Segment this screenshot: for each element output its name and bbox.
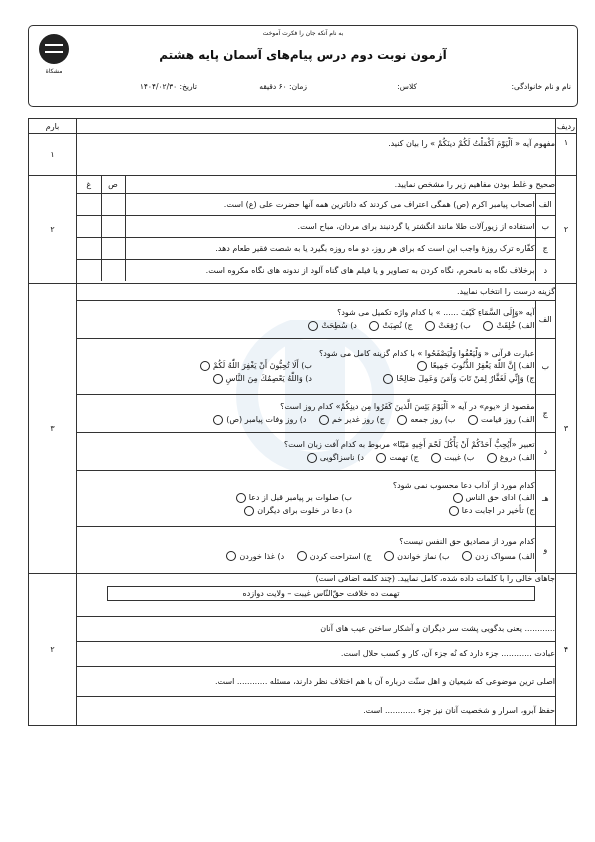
radio-icon bbox=[453, 493, 463, 503]
q3-item bbox=[77, 526, 535, 572]
answer-option[interactable]: الف) روز قیامت bbox=[468, 415, 535, 425]
radio-icon bbox=[431, 453, 441, 463]
q2-item-label: د bbox=[535, 259, 555, 281]
q3-question: آیه «وَإِلَى السَّمَاءِ كَيْفَ ...... » با کدام واژه تکمیل می شود؟ bbox=[337, 307, 535, 317]
true-column-label: ص bbox=[101, 176, 125, 193]
answer-option[interactable]: الف) ادای حق الناس bbox=[365, 493, 535, 503]
class-field-label: کلاس: bbox=[397, 82, 417, 91]
radio-icon bbox=[213, 374, 223, 384]
q3-item-label: و bbox=[535, 526, 555, 572]
q3-instruction: گزینه درست را انتخاب نمایید. bbox=[77, 284, 555, 300]
logo-emblem-icon bbox=[39, 34, 69, 64]
q4-score: ۲ bbox=[29, 574, 77, 726]
q3-item-label: د bbox=[535, 432, 555, 470]
radio-icon bbox=[425, 321, 435, 331]
q3-question: تعبیر «أَيُحِبُّ أَحَدُكُمْ أَنْ يَأْكُلَ لَحْمَ أَخِيهِ مَيْتًا» مربوط به کدام آفت زبان است؟ bbox=[283, 439, 535, 449]
radio-icon bbox=[487, 453, 497, 463]
q2-score: ۲ bbox=[29, 176, 77, 284]
true-checkbox[interactable] bbox=[101, 215, 125, 237]
answer-option[interactable]: ب) روز جمعه bbox=[397, 415, 455, 425]
q2-item-label: ب bbox=[535, 215, 555, 237]
q3-number: ۳ bbox=[556, 284, 577, 574]
fill-blank-item[interactable]: اصلی ترین موضوعی که شیعیان و اهل سنّت درباره آن با هم اختلاف نظر دارند، مسئله ............ است. bbox=[77, 666, 555, 696]
q2-item-text: کفّاره ترک روزۀ واجب این است که برای هر روز، دو ماه روزه بگیرد یا به شصت فقیر طعام دهد. bbox=[125, 237, 535, 259]
q3-item bbox=[77, 394, 535, 432]
answer-option[interactable]: د) ناسزاگویی bbox=[307, 453, 364, 463]
q2-instruction: صحیح و غلط بودن مفاهیم زیر را مشخص نمایید. bbox=[125, 176, 555, 193]
answer-option[interactable]: الف) مسواک زدن bbox=[462, 551, 534, 561]
answer-option[interactable]: ج) تأخیر در اجابت دعا bbox=[365, 506, 535, 516]
q3-question: عبارت قرآنی « وَلْيَعْفُوا وَلْيَصْفَحُوا » با کدام گزینه کامل می شود؟ bbox=[318, 348, 535, 358]
true-checkbox[interactable] bbox=[101, 237, 125, 259]
q3-score: ۳ bbox=[29, 284, 77, 574]
answer-option[interactable]: ج) استراحت کردن bbox=[297, 551, 372, 561]
true-checkbox[interactable] bbox=[101, 259, 125, 281]
radio-icon bbox=[308, 321, 318, 331]
exam-header bbox=[28, 25, 578, 107]
q2-item-text: برخلاف نگاه به نامحرم، نگاه کردن به تصاویر و یا فیلم های گناه آلود از ندونه های نگاه مکروه است. bbox=[205, 265, 535, 275]
word-bank: تهمت ده خلافت حقّ‌النّاس غیبت – ولایت دوازده bbox=[107, 586, 535, 601]
q3-item bbox=[77, 300, 535, 338]
answer-option[interactable]: ب) صلوات بر پیامبر قبل از دعا bbox=[236, 493, 352, 503]
school-logo bbox=[37, 34, 71, 86]
q3-item-label: ج bbox=[535, 394, 555, 432]
answer-option[interactable]: ب) أَلَا تُحِبُّونَ أَنْ يَغْفِرَ اللّٰهُ لَكُمْ bbox=[200, 361, 312, 371]
radio-icon bbox=[213, 415, 223, 425]
answer-option[interactable]: د) دعا در خلوت برای دیگران bbox=[244, 506, 352, 516]
radio-icon bbox=[236, 493, 246, 503]
answer-option[interactable]: الف) خُلِقَتْ bbox=[483, 321, 534, 331]
radio-icon bbox=[307, 453, 317, 463]
exam-table bbox=[28, 118, 577, 726]
name-field-label: نام و نام خانوادگی: bbox=[511, 82, 571, 91]
q3-item bbox=[77, 432, 535, 470]
radio-icon bbox=[376, 453, 386, 463]
fill-blank-item[interactable]: ............ یعنی بدگویی پشت سر دیگران و آشکار ساختن عیب های آنان bbox=[77, 616, 555, 641]
q3-inner-table bbox=[77, 284, 555, 572]
fill-blank-item[interactable]: حفظ آبرو، اسرار و شخصیت آنان نیز جزء ............ است. bbox=[363, 705, 555, 715]
answer-option[interactable]: ب) غیبت bbox=[431, 453, 474, 463]
radio-icon bbox=[297, 551, 307, 561]
basmala-line: به نام آنکه جان را فکرت آموخت bbox=[262, 30, 344, 37]
q4-number: ۴ bbox=[556, 574, 577, 726]
radio-icon bbox=[200, 361, 210, 371]
false-column-label: غ bbox=[77, 176, 101, 193]
answer-option[interactable]: ج) تهمت bbox=[376, 453, 418, 463]
exam-title: آزمون نوبت دوم درس پیام‌های آسمان پایه هشتم bbox=[159, 48, 447, 62]
row-number-header: ردیف bbox=[556, 119, 577, 134]
false-checkbox[interactable] bbox=[77, 237, 101, 259]
radio-icon bbox=[369, 321, 379, 331]
radio-icon bbox=[319, 415, 329, 425]
logo-caption: مشکاة bbox=[45, 68, 63, 75]
q3-item-label: ب bbox=[535, 338, 555, 394]
true-checkbox[interactable] bbox=[101, 193, 125, 215]
radio-icon bbox=[397, 415, 407, 425]
answer-option[interactable]: الف) دروغ bbox=[487, 453, 535, 463]
q3-item bbox=[77, 470, 535, 526]
radio-icon bbox=[483, 321, 493, 331]
radio-icon bbox=[468, 415, 478, 425]
q2-item-label: ج bbox=[535, 237, 555, 259]
q2-item-label: الف bbox=[535, 193, 555, 215]
q3-item bbox=[77, 338, 535, 394]
q3-item-label: هـ bbox=[535, 470, 555, 526]
q4-inner-table bbox=[77, 574, 555, 724]
radio-icon bbox=[226, 551, 236, 561]
q3-question: کدام مورد از آداب دعا محسوب نمی شود؟ bbox=[392, 480, 535, 490]
radio-icon bbox=[383, 374, 393, 384]
radio-icon bbox=[384, 551, 394, 561]
date-label: تاریخ: ۱۴۰۴/۰۲/۳۰ bbox=[139, 82, 197, 91]
radio-icon bbox=[417, 361, 427, 371]
time-label: زمان: ۶۰ دقیقه bbox=[259, 82, 307, 91]
q3-question: کدام مورد از مصادیق حق النفس نیست؟ bbox=[399, 537, 535, 547]
fill-blank-item[interactable]: عبادت ............ جزء دارد که نُه جزء آن، کار و کسب حلال است. bbox=[77, 641, 555, 666]
q3-item-label: الف bbox=[535, 300, 555, 338]
answer-option[interactable]: ب) رُفِعَتْ bbox=[425, 321, 471, 331]
answer-option[interactable]: د) روز وفات پیامبر (ص) bbox=[213, 415, 306, 425]
false-checkbox[interactable] bbox=[77, 193, 101, 215]
q4-block bbox=[77, 574, 556, 726]
q2-item-text: استفاده از زیورآلات طلا مانند انگشتر یا گردنبند برای مردان، مباح است. bbox=[125, 215, 535, 237]
answer-option[interactable]: د) سُطِحَتْ bbox=[308, 321, 357, 331]
q1-score: ۱ bbox=[29, 134, 77, 176]
q1-number: ۱ bbox=[556, 134, 577, 176]
answer-option[interactable]: الف) إِنَّ اللّٰهَ يَغْفِرُ الذُّنُوبَ جَمِيعًا bbox=[325, 361, 535, 371]
q1-text: مفهوم آیه « اَلْيَوْمَ اَكْمَلْتُ لَكُمْ دينَكُمْ » را بیان کنید. bbox=[77, 134, 556, 176]
q4-instruction: جاهای خالی را با کلمات داده شده، کامل نمایید. (چند کلمه اضافی است) bbox=[315, 574, 555, 583]
answer-option[interactable]: ج) وَإِنِّي لَغَفَّارٌ لِمَنْ تَابَ وَآمَنَ وَعَمِلَ صَالِحًا bbox=[325, 374, 535, 384]
q2-inner-table bbox=[77, 176, 555, 281]
q3-block bbox=[77, 284, 556, 574]
score-header: بارم bbox=[29, 119, 77, 134]
q2-item-text: اصحاب پیامبر اکرم (ص) همگی اعتراف می کردند که داناترین همه آنها حضرت علی (ع) است. bbox=[125, 193, 535, 215]
q2-block bbox=[77, 176, 556, 284]
radio-icon bbox=[449, 506, 459, 516]
answer-option[interactable]: د) غذا خوردن bbox=[226, 551, 284, 561]
q2-number: ۲ bbox=[556, 176, 577, 284]
radio-icon bbox=[462, 551, 472, 561]
answer-option[interactable]: ج) نُصِبَتْ bbox=[369, 321, 412, 331]
false-checkbox[interactable] bbox=[77, 215, 101, 237]
answer-option[interactable]: ب) نماز خواندن bbox=[384, 551, 450, 561]
answer-option[interactable]: د) وَاللّٰهُ يَعْصِمُكَ مِنَ النَّاسِ bbox=[213, 374, 312, 384]
radio-icon bbox=[244, 506, 254, 516]
q4-instruction-cell bbox=[77, 574, 555, 616]
answer-option[interactable]: ج) روز غدیر خم bbox=[319, 415, 385, 425]
false-checkbox[interactable] bbox=[77, 259, 101, 281]
q3-question: مقصود از «یوم» در آیه « اَلْيَوْمَ يَئِسَ الَّذينَ كَفَرُوا مِن دينِكُمْ» کدام روز است؟ bbox=[280, 401, 535, 411]
